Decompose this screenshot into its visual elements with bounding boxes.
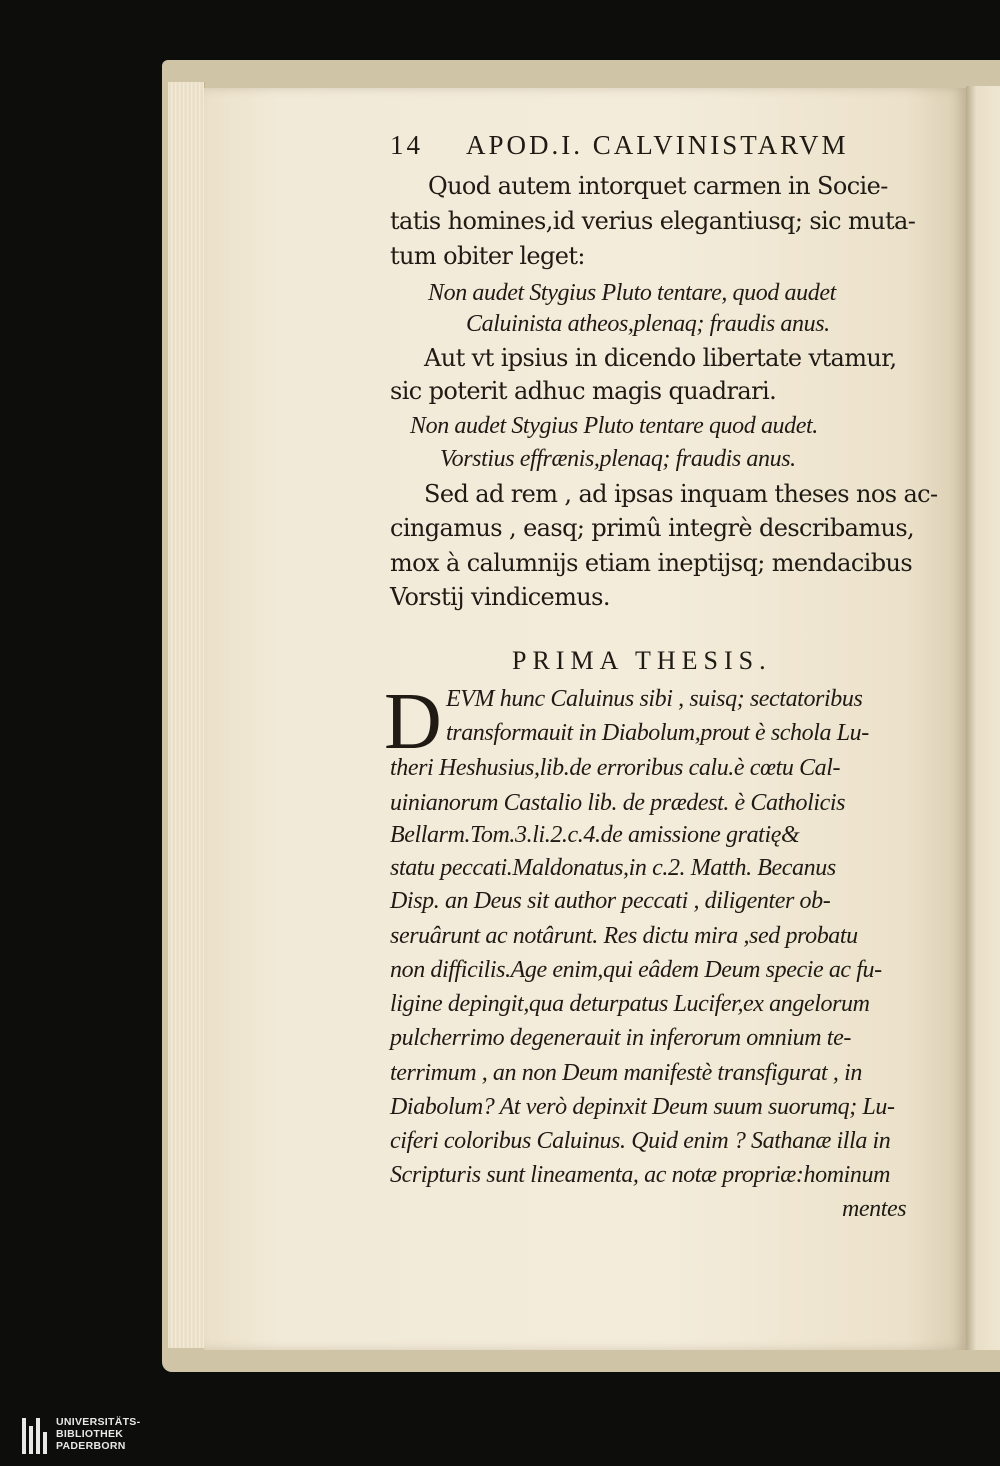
text-line: Diabolum? At verò depinxit Deum suum suorumq; Lu- (390, 1094, 895, 1120)
text-line: EVM hunc Caluinus sibi , suisq; sectatoribus (446, 686, 863, 712)
text-line: uinianorum Castalio lib. de prædest. è Catholicis (390, 790, 846, 816)
text-line: terrimum , an non Deum manifestè transfigurat , in (390, 1060, 862, 1086)
text-line: Vorstij vindicemus. (390, 583, 610, 611)
text-line: Quod autem intorquet carmen in Socie- (428, 172, 888, 200)
text-line: seruârunt ac notârunt. Res dictu mira ,sed probatu (390, 923, 858, 949)
text-line: tatis homines,id verius elegantiusq; sic muta- (390, 207, 916, 235)
text-line: non difficilis.Age enim,qui eâdem Deum specie ac fu- (390, 957, 882, 983)
running-title: APOD.I. CALVINISTARVM (466, 130, 849, 160)
library-logo-line: UNIVERSITÄTS- (56, 1416, 141, 1428)
library-logo-icon (22, 1418, 50, 1454)
text-line: ciferi coloribus Caluinus. Quid enim ? Sathanæ illa in (390, 1128, 891, 1154)
text-line: Bellarm.Tom.3.li.2.c.4.de amissione gratię& (390, 822, 800, 848)
text-line: transformauit in Diabolum,prout è schola Lu- (446, 720, 869, 746)
text-line: sic poterit adhuc magis quadrari. (390, 377, 777, 405)
library-logo-line: BIBLIOTHEK (56, 1428, 124, 1440)
section-heading: PRIMA THESIS. (512, 646, 772, 675)
text-line: cingamus , easq; primû integrè describamus, (390, 514, 915, 542)
text-line: theri Heshusius,lib.de erroribus calu.è cœtu Cal- (390, 755, 841, 781)
text-line: Disp. an Deus sit author peccati , diligenter ob- (390, 888, 831, 914)
drop-cap-initial: D (384, 678, 442, 766)
text-line: Sed ad rem , ad ipsas inquam theses nos ac- (424, 480, 938, 508)
text-line: mox à calumnijs etiam ineptijsq; mendacibus (390, 549, 913, 577)
verse-line: Non audet Stygius Pluto tentare, quod audet (428, 280, 836, 306)
library-logo-text (56, 1416, 140, 1452)
text-line: pulcherrimo degenerauit in inferorum omnium te- (390, 1025, 851, 1051)
catchword: mentes (842, 1196, 907, 1222)
verse-line: Vorstius effrænis,plenaq; fraudis anus. (440, 446, 796, 472)
library-logo-line: PADERBORN (56, 1440, 126, 1452)
text-line: ligine depingit,qua deturpatus Lucifer,ex angelorum (390, 991, 870, 1017)
verse-line: Caluinista atheos,plenaq; fraudis anus. (466, 311, 830, 337)
page-number: 14 (390, 130, 423, 160)
text-line: Aut vt ipsius in dicendo libertate vtamur, (424, 344, 897, 372)
verse-line: Non audet Stygius Pluto tentare quod audet. (410, 413, 818, 439)
library-logo (22, 1416, 252, 1458)
text-line: tum obiter leget: (390, 242, 585, 270)
text-line: statu peccati.Maldonatus,in c.2. Matth. Becanus (390, 855, 836, 881)
text-line: Scripturis sunt lineamenta, ac notæ propriæ:hominum (390, 1162, 891, 1188)
